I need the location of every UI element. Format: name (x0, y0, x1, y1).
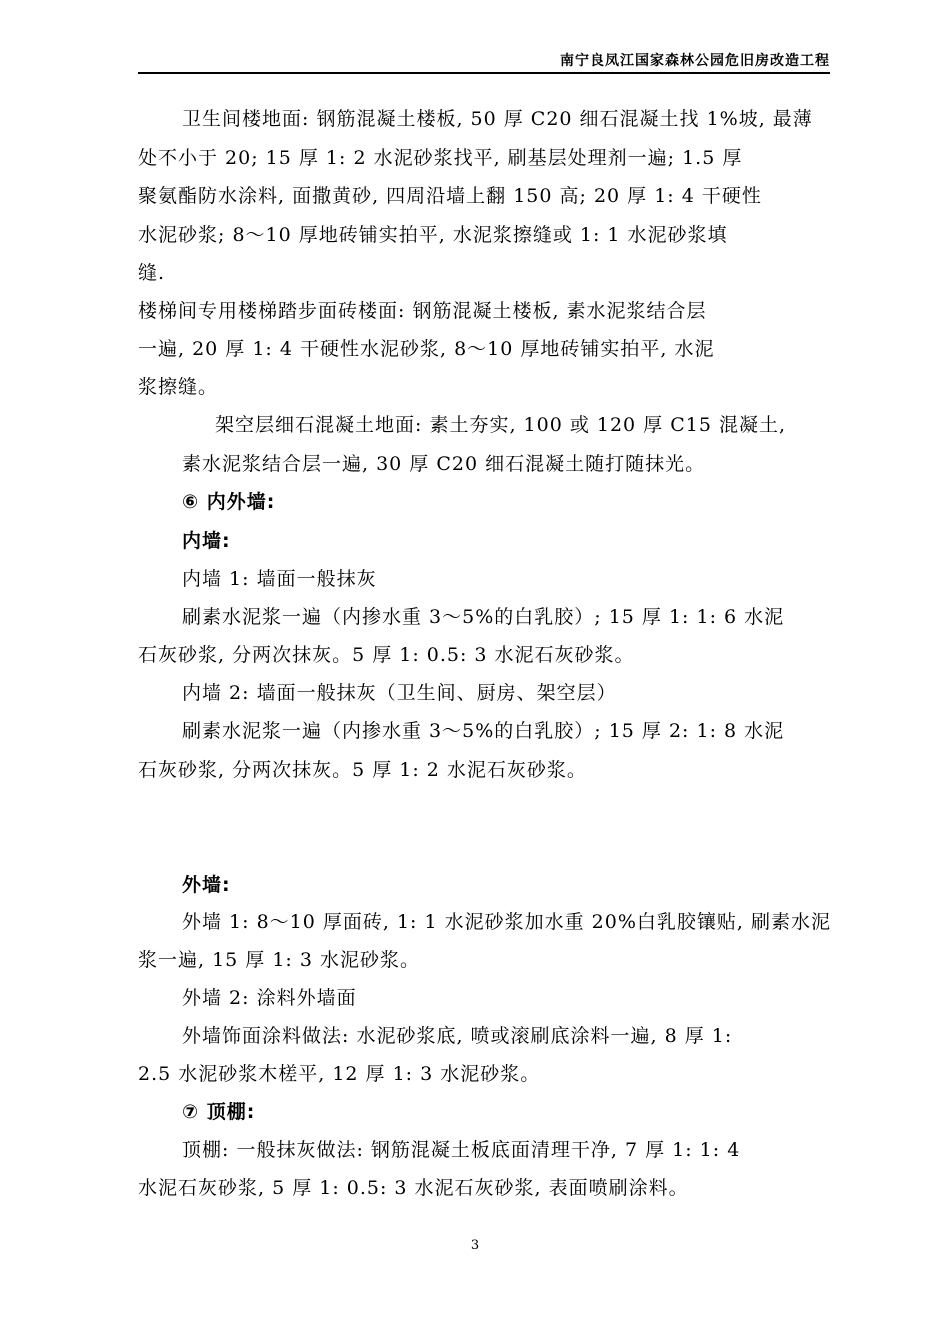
text-line: 浆擦缝。 (138, 376, 219, 398)
text-line: 素水泥浆结合层一遍, 30 厚 C20 细石混凝土随打随抹光。 (182, 453, 706, 475)
section-heading: ⑦ 顶棚: (182, 1101, 256, 1123)
text-line: 外墙饰面涂料做法: 水泥砂浆底, 喷或滚刷底涂料一遍, 8 厚 1: (182, 1025, 733, 1047)
text-line: 架空层细石混凝土地面: 素土夯实, 100 或 120 厚 C15 混凝土, (215, 414, 787, 436)
text-line: 石灰砂浆, 分两次抹灰。5 厚 1: 2 水泥石灰砂浆。 (138, 759, 587, 781)
text-line: 聚氨酯防水涂料, 面撒黄砂, 四周沿墙上翻 150 高; 20 厚 1: 4 干硬性 (138, 185, 762, 207)
text-line: 缝. (138, 262, 166, 284)
text-line: 水泥石灰砂浆, 5 厚 1: 0.5: 3 水泥石灰砂浆, 表面喷刷涂料。 (138, 1177, 689, 1199)
text-line: 浆一遍, 15 厚 1: 3 水泥砂浆。 (138, 949, 420, 971)
text-line: 石灰砂浆, 分两次抹灰。5 厚 1: 0.5: 3 水泥石灰砂浆。 (138, 644, 635, 666)
text-line: 2.5 水泥砂浆木槎平, 12 厚 1: 3 水泥砂浆。 (138, 1063, 541, 1085)
text-line: 一遍, 20 厚 1: 4 干硬性水泥砂浆, 8～10 厚地砖铺实拍平, 水泥 (138, 338, 715, 360)
header-rule (138, 72, 830, 74)
text-line: 处不小于 20; 15 厚 1: 2 水泥砂浆找平, 刷基层处理剂一遍; 1.5 厚 (138, 147, 743, 169)
text-line: 卫生间楼地面: 钢筋混凝土楼板, 50 厚 C20 细石混凝土找 1%坡, 最薄 (182, 108, 813, 130)
text-line: 内墙 2: 墙面一般抹灰（卫生间、厨房、架空层） (182, 682, 617, 704)
subsection-heading: 内墙: (182, 530, 231, 552)
running-header: 南宁良凤江国家森林公园危旧房改造工程 (560, 53, 830, 69)
subsection-heading: 外墙: (182, 874, 231, 896)
text-line: 楼梯间专用楼梯踏步面砖楼面: 钢筋混凝土楼板, 素水泥浆结合层 (138, 300, 707, 322)
text-line: 外墙 1: 8～10 厚面砖, 1: 1 水泥砂浆加水重 20%白乳胶镶贴, 刷素水泥 (182, 911, 831, 933)
text-line: 内墙 1: 墙面一般抹灰 (182, 568, 377, 590)
section-heading: ⑥ 内外墙: (182, 491, 276, 513)
text-line: 外墙 2: 涂料外墙面 (182, 987, 357, 1009)
text-line: 顶棚: 一般抹灰做法: 钢筋混凝土板底面清理干净, 7 厚 1: 1: 4 (182, 1139, 741, 1161)
text-line: 水泥砂浆; 8～10 厚地砖铺实拍平, 水泥浆擦缝或 1: 1 水泥砂浆填 (138, 224, 728, 246)
page-number: 3 (470, 1238, 480, 1253)
text-line: 刷素水泥浆一遍（内掺水重 3～5%的白乳胶）; 15 厚 1: 1: 6 水泥 (182, 606, 785, 628)
text-line: 刷素水泥浆一遍（内掺水重 3～5%的白乳胶）; 15 厚 2: 1: 8 水泥 (182, 720, 785, 742)
